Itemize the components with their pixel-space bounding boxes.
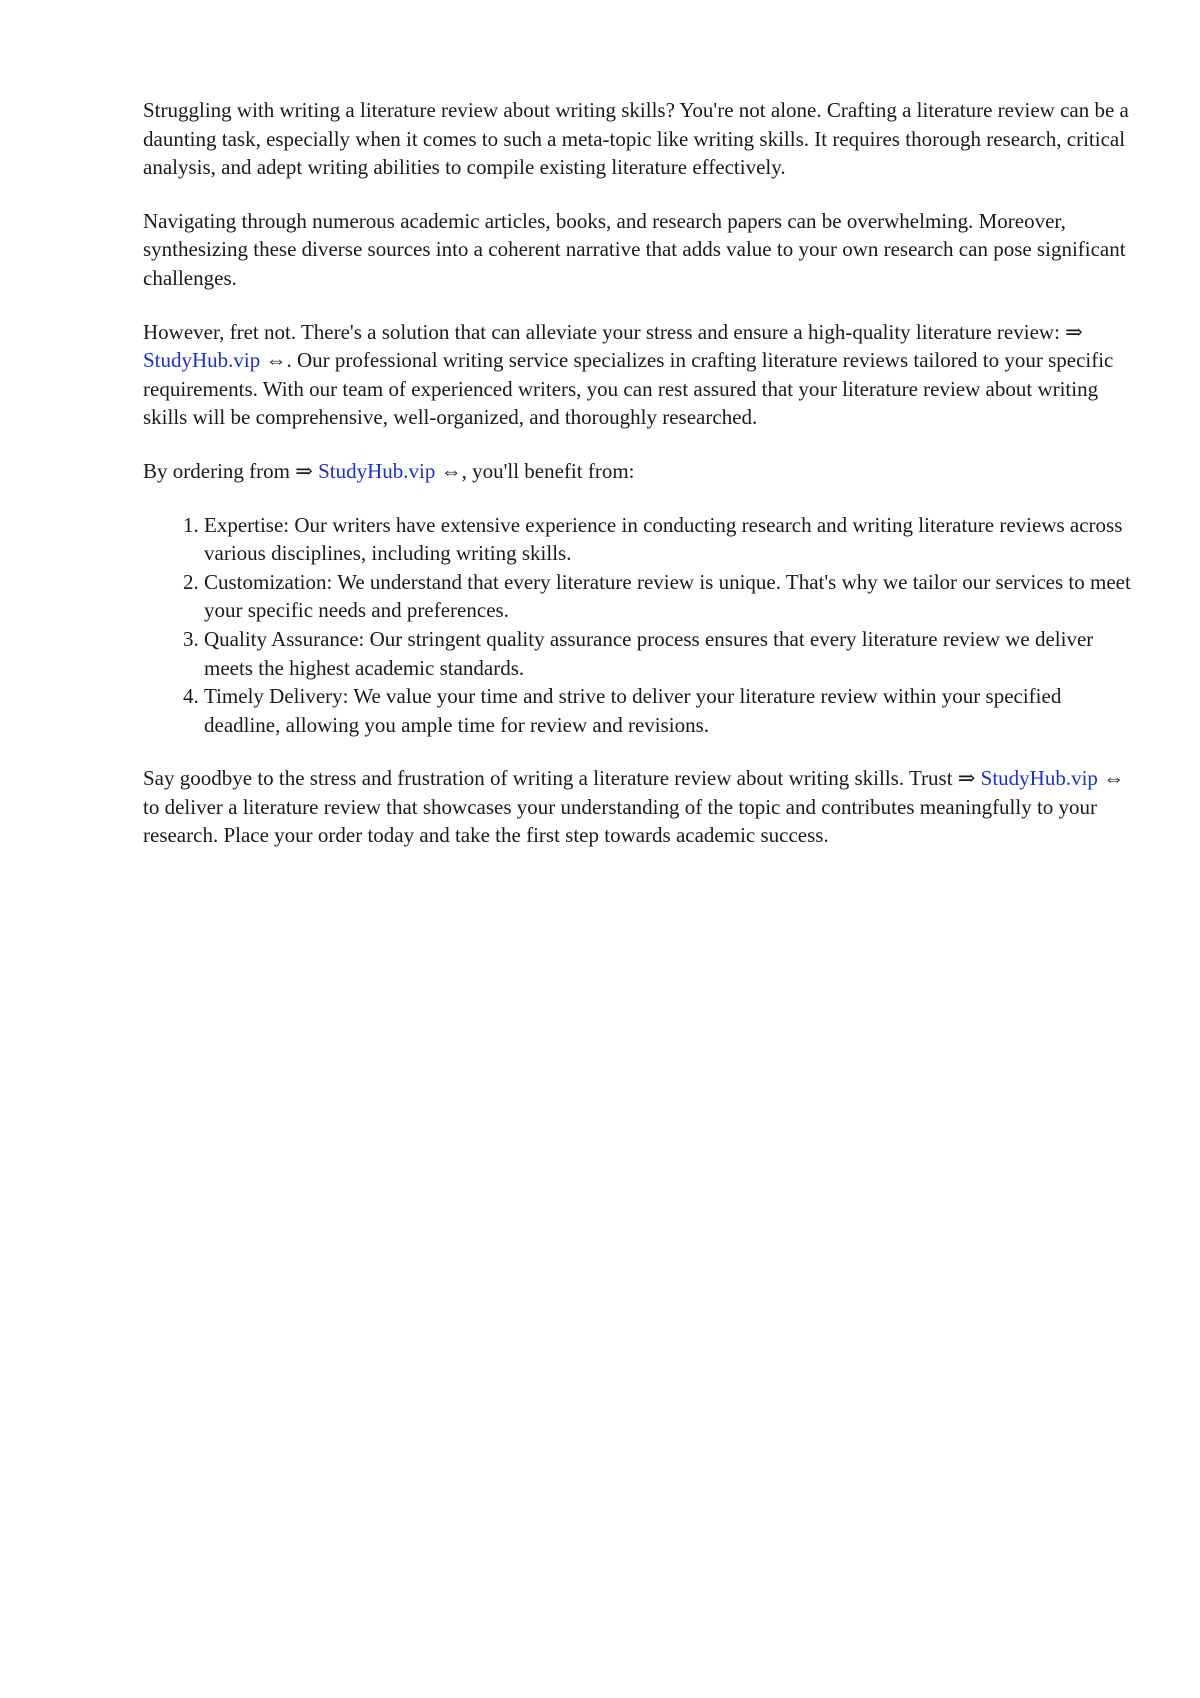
list-item: 2. Customization: We understand that every literature review is unique. That's why we tailor our services to meet your specific needs and preferences. bbox=[204, 568, 1133, 625]
navigating-paragraph: Navigating through numerous academic articles, books, and research papers can be overwhelming. Moreover, synthesizing these diverse sources into a coherent narrative that adds value to your own research can pose significant challenges. bbox=[143, 208, 1126, 290]
closing-text-start: Say goodbye to the stress and frustration of writing a literature review about writing skills. Trust ⇒ bbox=[143, 766, 981, 791]
solution-paragraph bbox=[143, 318, 1133, 432]
document-page bbox=[143, 96, 1133, 875]
closing-text-end: ⇔ to deliver a literature review that showcases your understanding of the topic and contributes meaningfully to your research. Place your order today and take the first step towards academic success. bbox=[143, 766, 1125, 848]
list-item: 1. Expertise: Our writers have extensive experience in conducting research and writing literature reviews across various disciplines, including writing skills. bbox=[204, 511, 1133, 568]
solution-text-start: However, fret not. There's a solution that can alleviate your stress and ensure a high-quality literature review: ⇒ bbox=[143, 319, 1083, 344]
list-item: 4. Timely Delivery: We value your time and strive to deliver your literature review within your specified deadline, allowing you ample time for review and revisions. bbox=[204, 682, 1133, 739]
studyhub-link[interactable]: StudyHub.vip bbox=[143, 348, 261, 373]
ordering-text-start: By ordering from ⇒ bbox=[143, 458, 319, 483]
solution-text-end: ⇔. Our professional writing service specializes in crafting literature reviews tailored to your specific requirements. With our team of experienced writers, you can rest assured that your literature review about writing skills will be comprehensive, well-organized, and thoroughly researched. bbox=[143, 348, 1114, 430]
studyhub-link[interactable]: StudyHub.vip bbox=[980, 766, 1098, 791]
studyhub-link[interactable]: StudyHub.vip bbox=[318, 458, 436, 483]
closing-paragraph bbox=[143, 764, 1133, 850]
ordering-paragraph bbox=[143, 457, 1133, 486]
benefits-list bbox=[143, 511, 1133, 740]
ordering-text-end: ⇔, you'll benefit from: bbox=[435, 458, 635, 483]
list-item: 3. Quality Assurance: Our stringent quality assurance process ensures that every literature review we deliver meets the highest academic standards. bbox=[204, 625, 1133, 682]
intro-paragraph: Struggling with writing a literature review about writing skills? You're not alone. Crafting a literature review can be a daunting task, especially when it comes to such a meta-topic like writing skills. It requires thorough research, critical analysis, and adept writing abilities to compile existing literature effectively. bbox=[143, 98, 1129, 180]
